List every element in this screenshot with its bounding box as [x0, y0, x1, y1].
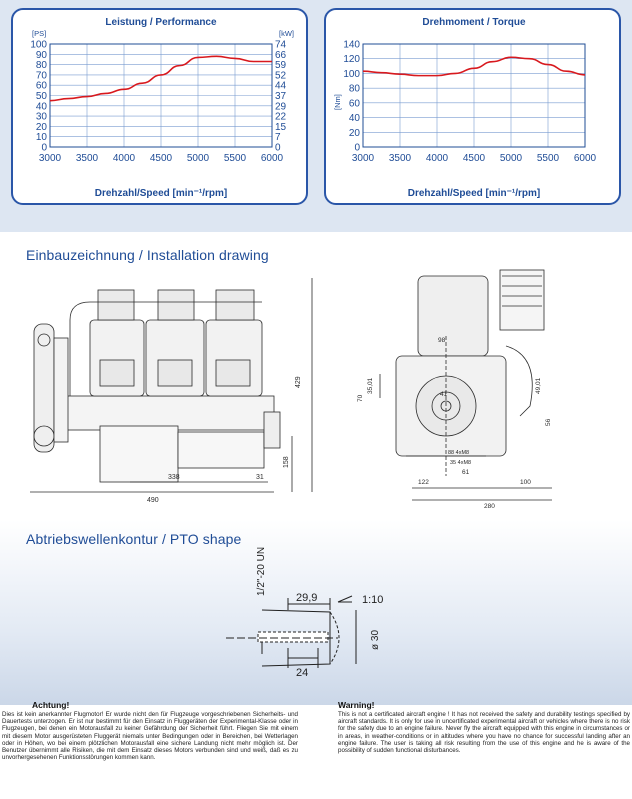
dim-98: 98: [438, 337, 446, 344]
performance-title: Leistung / Performance: [105, 17, 217, 28]
pto-taper: 1:10: [362, 594, 384, 606]
dim-490: 490: [147, 497, 159, 504]
performance-ytick-label: 30: [35, 111, 47, 123]
torque-ytick-label: 20: [348, 127, 360, 139]
torque-ytick-label: 40: [348, 113, 360, 125]
performance-y2tick-label: 74: [275, 39, 287, 51]
performance-chart: [13, 10, 310, 207]
torque-ytick-label: 100: [343, 68, 360, 80]
dim-35-01: 35,01: [367, 377, 374, 394]
installation-title: Einbauzeichnung / Installation drawing: [26, 247, 269, 263]
pto-length-top: 29,9: [296, 592, 318, 604]
performance-xtick-label: 4000: [112, 153, 136, 164]
dim-158: 158: [283, 456, 290, 468]
dim-41: 41: [440, 391, 448, 398]
performance-ytick-label: 90: [35, 49, 47, 61]
dim-56: 56: [545, 418, 552, 426]
performance-xtick-label: 4500: [149, 153, 173, 164]
torque-chart-card: [324, 8, 621, 205]
front-view-engine: [30, 278, 312, 492]
performance-ytick-label: 60: [35, 80, 47, 92]
pto-title: Abtriebswellenkontur / PTO shape: [26, 531, 242, 547]
performance-y2tick-label: 7: [275, 132, 281, 144]
pto-thread-label: 1/2"-20 UN: [256, 546, 267, 596]
performance-y2tick-label: 66: [275, 49, 287, 61]
dim-122: 122: [418, 479, 429, 486]
dim-429: 429: [295, 376, 302, 388]
dim-338: 338: [168, 474, 180, 481]
torque-xtick-label: 5500: [536, 153, 560, 164]
performance-y2tick-label: 44: [275, 80, 287, 92]
torque-ytick-label: 80: [348, 83, 360, 95]
chart-band: [0, 0, 632, 232]
performance-right-unit: [kW]: [279, 29, 294, 38]
performance-y2tick-label: 15: [275, 121, 287, 133]
torque-ytick-label: 120: [343, 54, 360, 66]
warning-german-text: Dies ist kein anerkannter Flugmotor! Er wurde nicht den für Flugzeuge vorgeschriebenen Sicherheits- und Dauertests unterzogen. Er ist nur bestimmt für den Einsatz in Fluggeräten der Experimental-Klasse oder in Flugzeugen, bei denen ein Motorausfall zu keiner Gefährdung der Sicherheit führt. Fliegen Sie mit einem mit diesem Motor ausgerüsteten Fluggerät niemals unter Bedingungen oder in Bereichen, bei Wetterlagen oder in Höhen, wo bei einem plötzlichen Motorausfall eine sichere Landung nicht mehr möglich ist. Der Benutzer übernimmt alle Risiken, die mit dem Einsatz dieses Motors verbunden sind und weiß, daß es zu unvorhergesehenen Funktionsstörungen kommen kann.: [2, 711, 298, 762]
performance-chart-card: [11, 8, 308, 205]
torque-xtick-label: 3500: [388, 153, 412, 164]
performance-xtick-label: 5000: [186, 153, 210, 164]
torque-ytick-label: 140: [343, 39, 360, 51]
performance-y2tick-label: 29: [275, 101, 287, 113]
dim-35: 35 4xM8: [450, 460, 472, 466]
dim-31: 31: [256, 474, 264, 481]
performance-xtick-label: 6000: [260, 153, 284, 164]
torque-left-unit: [Nm]: [333, 94, 342, 110]
performance-ytick-label: 40: [35, 101, 47, 113]
performance-xtick-label: 3500: [75, 153, 99, 164]
warning-german-title: Achtung!: [32, 700, 70, 710]
dim-88: 88 4xM8: [448, 450, 470, 456]
torque-xtick-label: 5000: [499, 153, 523, 164]
performance-ytick-label: 10: [35, 132, 47, 144]
pto-shaft-outline: [226, 596, 356, 668]
performance-y2tick-label: 59: [275, 60, 287, 72]
performance-y2tick-label: 22: [275, 111, 287, 123]
torque-xtick-label: 3000: [351, 153, 375, 164]
warning-german: [2, 700, 298, 761]
performance-y2tick-label: 52: [275, 70, 287, 82]
performance-ytick-label: 80: [35, 60, 47, 72]
torque-xtick-label: 4000: [425, 153, 449, 164]
performance-xtick-label: 5500: [223, 153, 247, 164]
performance-y2tick-label: 37: [275, 91, 287, 102]
dim-100: 100: [520, 479, 531, 486]
performance-xtick-label: 3000: [38, 153, 62, 164]
torque-xlabel: Drehzahl/Speed [min⁻¹/rpm]: [407, 188, 541, 199]
dim-70: 70: [357, 394, 364, 402]
installation-drawing: [0, 266, 632, 518]
dim-280: 280: [484, 503, 495, 510]
performance-ytick-label: 50: [35, 91, 47, 102]
warning-english: [338, 700, 630, 754]
warning-english-title: Warning!: [338, 700, 375, 710]
torque-xtick-label: 4500: [462, 153, 486, 164]
warning-english-text: This is not a certificated aircraft engine ! It has not received the safety and durability testings specified by aircraft standards. It is only for use in uncertificated experimental aircraft or vehicles where there is no risk for the safety due to an engine failure. Never fly the aircraft equipped with this engine in circumstances or in areas, in weather-conditions or in altitudes where you have no chance for successful landing after an engine failure. The user is taking all risk resulting from the use of this engine and he is aware of the possibility of sudden functional disturbances.: [338, 711, 630, 755]
performance-ytick-label: 100: [30, 39, 47, 51]
torque-chart: [326, 10, 623, 207]
performance-ytick-label: 0: [41, 142, 47, 154]
performance-ytick-label: 20: [35, 121, 47, 133]
torque-title: Drehmoment / Torque: [422, 17, 526, 28]
performance-xlabel: Drehzahl/Speed [min⁻¹/rpm]: [94, 188, 228, 199]
performance-ytick-label: 70: [35, 70, 47, 82]
torque-xtick-label: 6000: [573, 153, 597, 164]
pto-length-bottom: 24: [296, 667, 309, 679]
torque-ytick-label: 60: [348, 98, 360, 110]
performance-y2tick-label: 0: [275, 142, 281, 154]
dim-49-01: 49,01: [535, 377, 542, 394]
performance-left-unit: [PS]: [32, 29, 47, 38]
torque-ytick-label: 0: [354, 142, 360, 154]
pto-diameter: ø 30: [370, 629, 381, 650]
dim-61: 61: [462, 469, 470, 476]
pto-drawing: [0, 540, 632, 710]
